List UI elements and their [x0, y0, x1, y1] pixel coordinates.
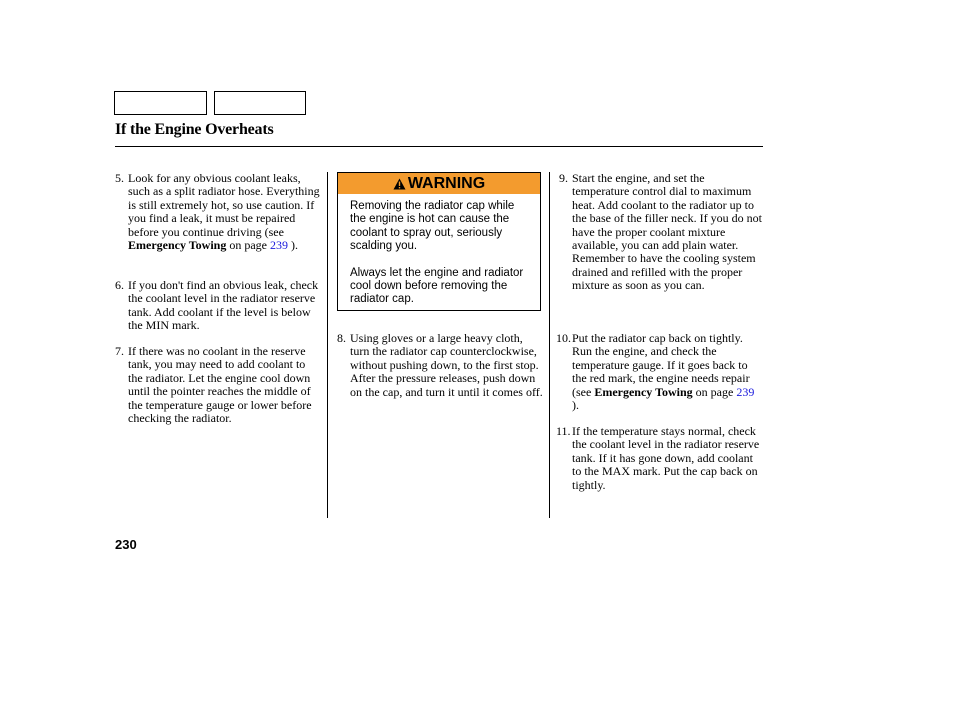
nav-tab-box-1[interactable] — [114, 91, 207, 115]
close-paren: ). — [288, 238, 298, 253]
step-7-text: If there was no coolant in the reserve tank, you may need to add coolant to the radiator. Let the engine cool down until the pointer reaches the middle of the temperature gauge or lower before checking the radiator. — [128, 344, 312, 426]
page-239-link[interactable]: 239 — [736, 384, 755, 399]
step-8 — [337, 332, 544, 399]
step-number: 9. — [559, 171, 568, 185]
close-paren: ). — [572, 398, 579, 413]
warning-triangle-icon — [393, 178, 406, 190]
warning-paragraph-1: Removing the radiator cap while the engine is hot can cause the coolant to spray out, seriously scalding you. — [350, 200, 515, 253]
column-divider-2 — [549, 172, 550, 518]
step-11-text: If the temperature stays normal, check the coolant level in the radiator reserve tank. If it has gone down, add coolant to the MAX mark. Put the cap back on tightly. — [572, 424, 760, 492]
step-text — [128, 172, 321, 252]
step-number: 8. — [337, 331, 346, 345]
page-239-link[interactable]: 239 — [270, 238, 288, 253]
on-page-text: on page — [692, 384, 737, 399]
warning-heading: WARNING — [407, 174, 486, 192]
page-title: If the Engine Overheats — [115, 121, 274, 138]
column-divider-1 — [327, 172, 328, 518]
on-page-text: on page — [226, 238, 270, 253]
warning-paragraph-2: Always let the engine and radiator cool down before removing the radiator cap. — [350, 266, 524, 306]
warning-header — [338, 173, 540, 194]
step-number: 6. — [115, 278, 124, 292]
step-10-text: Put the radiator cap back on tightly. Run the engine, and check the temperature gauge. If it goes back to the red mark, the engine needs repair (see — [572, 331, 750, 399]
nav-tab-box-2[interactable] — [214, 91, 306, 115]
step-text — [572, 332, 763, 412]
warning-box — [337, 172, 541, 311]
step-8-text: Using gloves or a large heavy cloth, turn the radiator cap counterclockwise, without pushing down, to the first stop. After the pressure releases, push down on the cap, and turn it until it comes off. — [350, 331, 543, 399]
step-7 — [115, 345, 321, 425]
step-number: 7. — [115, 344, 124, 358]
step-9 — [559, 172, 763, 293]
emergency-towing-ref: Emergency Towing — [594, 384, 693, 399]
step-5-text: Look for any obvious coolant leaks, such as a split radiator hose. Everything is still extremely hot, so use caution. If you find a leak, it must be repaired before you continue driving (see — [128, 171, 320, 239]
step-6 — [115, 279, 321, 333]
step-6-text: If you don't find an obvious leak, check the coolant level in the radiator reserve tank. Add coolant if the level is below the MIN mark. — [128, 278, 319, 333]
emergency-towing-ref: Emergency Towing — [128, 238, 227, 253]
step-11 — [556, 425, 763, 492]
page-number: 230 — [115, 537, 137, 552]
step-number: 10. — [556, 331, 571, 345]
title-rule — [115, 146, 763, 147]
step-9-text: Start the engine, and set the temperature control dial to maximum heat. Add coolant to the radiator up to the base of the filler neck. If you do not have the proper coolant mixture available, you can add plain water. Remember to have the cooling system drained and refilled with the proper mixture as soon as you can. — [572, 171, 762, 293]
step-10 — [556, 332, 763, 412]
step-number: 5. — [115, 171, 124, 185]
step-5 — [115, 172, 321, 252]
step-number: 11. — [556, 424, 571, 438]
